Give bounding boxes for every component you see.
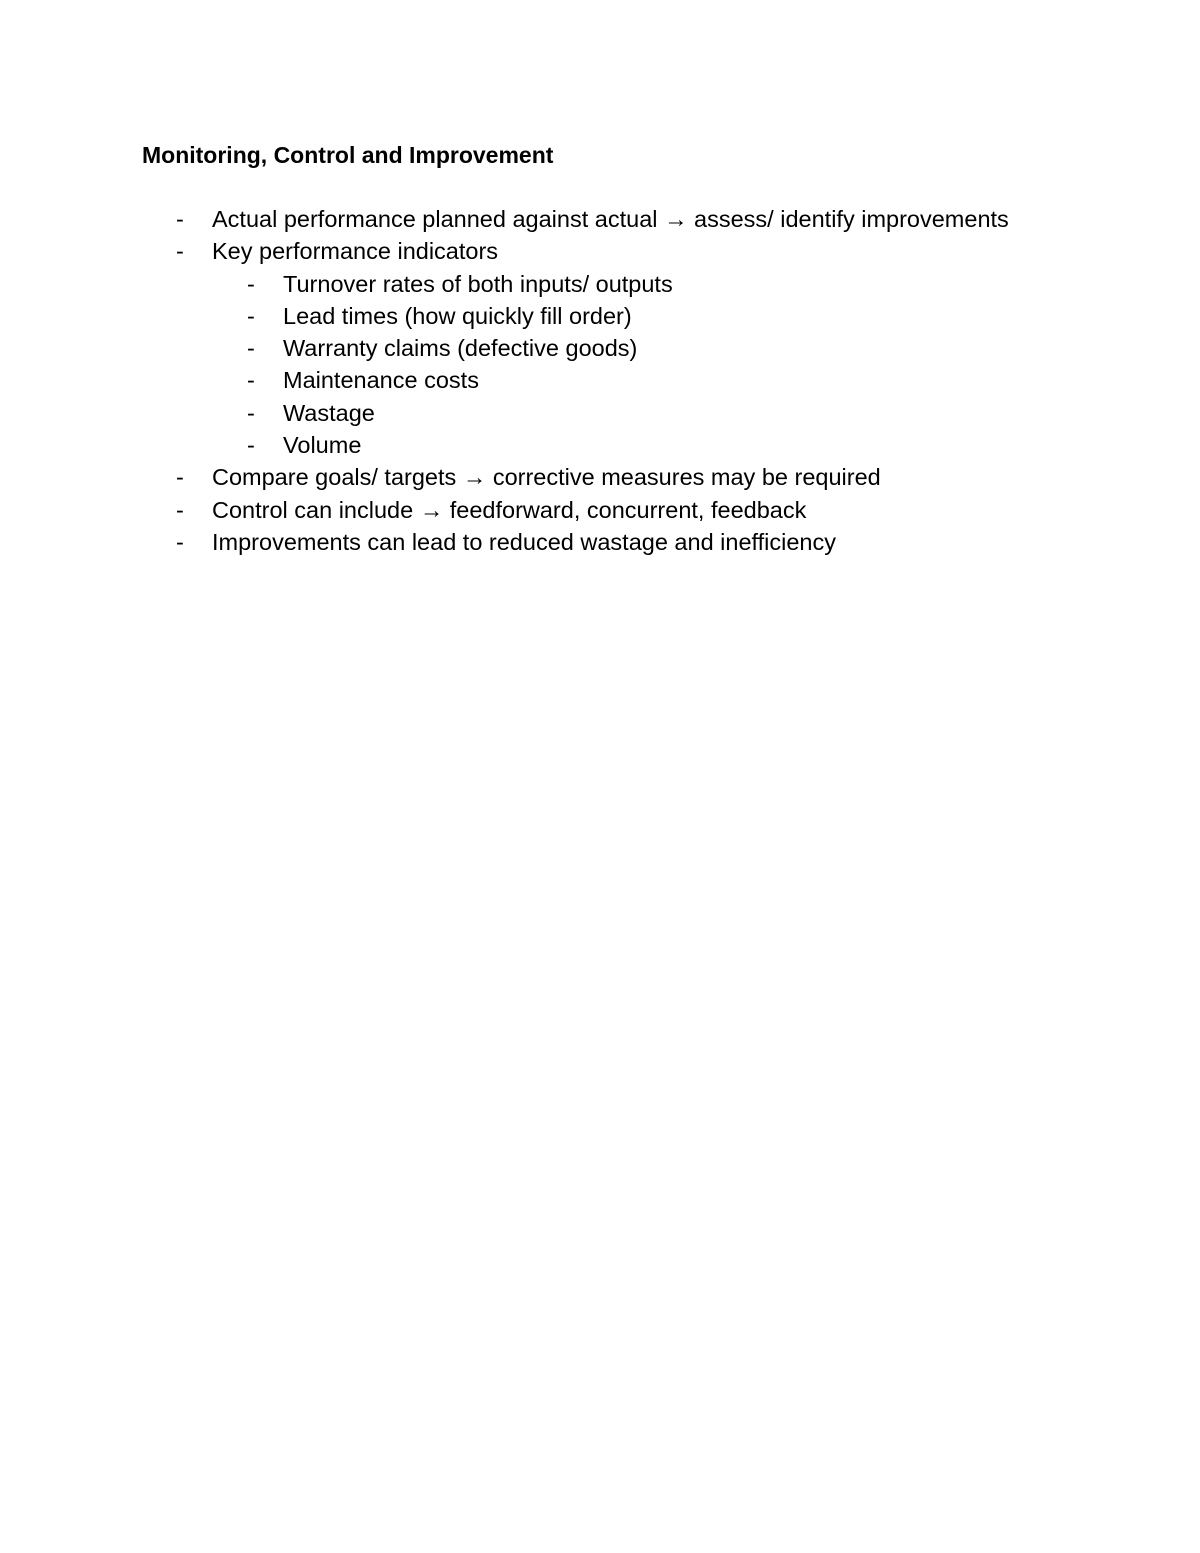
sub-list-item-text: Lead times (how quickly fill order)	[283, 302, 632, 329]
bullet-dash: -	[176, 528, 184, 555]
bullet-list	[0, 203, 1200, 558]
sub-list-item	[0, 300, 1200, 332]
bullet-dash: -	[247, 432, 255, 459]
list-item	[0, 526, 1200, 558]
list-item-text: Control can include → feedforward, concurrent, feedback	[212, 496, 807, 523]
sub-list-item-text: Turnover rates of both inputs/ outputs	[283, 270, 673, 297]
sub-list-item-text: Wastage	[283, 399, 375, 426]
sub-list-item	[0, 332, 1200, 364]
list-item	[0, 494, 1200, 526]
list-item-text: Improvements can lead to reduced wastage and inefficiency	[212, 528, 836, 555]
list-item-text: Actual performance planned against actual → assess/ identify improvements	[212, 206, 1009, 232]
bullet-dash: -	[176, 496, 184, 523]
sub-list-item	[0, 364, 1200, 396]
bullet-dash: -	[176, 206, 184, 232]
list-item	[0, 461, 1200, 493]
bullet-dash: -	[247, 335, 255, 362]
sub-list-item	[0, 397, 1200, 429]
sub-list-item	[0, 429, 1200, 461]
sub-list-item-text: Volume	[283, 432, 362, 459]
list-item-text: Compare goals/ targets → corrective measures may be required	[212, 464, 881, 491]
sub-list-item	[0, 268, 1200, 300]
sub-list-item-text: Maintenance costs	[283, 367, 479, 394]
sub-list-item-text: Warranty claims (defective goods)	[283, 335, 638, 362]
bullet-dash: -	[247, 367, 255, 394]
list-item	[0, 203, 1200, 235]
bullet-dash: -	[176, 464, 184, 491]
bullet-dash: -	[247, 270, 255, 297]
list-item	[0, 235, 1200, 267]
bullet-dash: -	[247, 302, 255, 329]
list-item-text: Key performance indicators	[212, 238, 499, 265]
bullet-dash: -	[176, 238, 184, 265]
bullet-dash: -	[247, 399, 255, 426]
page-title: Monitoring, Control and Improvement	[142, 142, 554, 168]
